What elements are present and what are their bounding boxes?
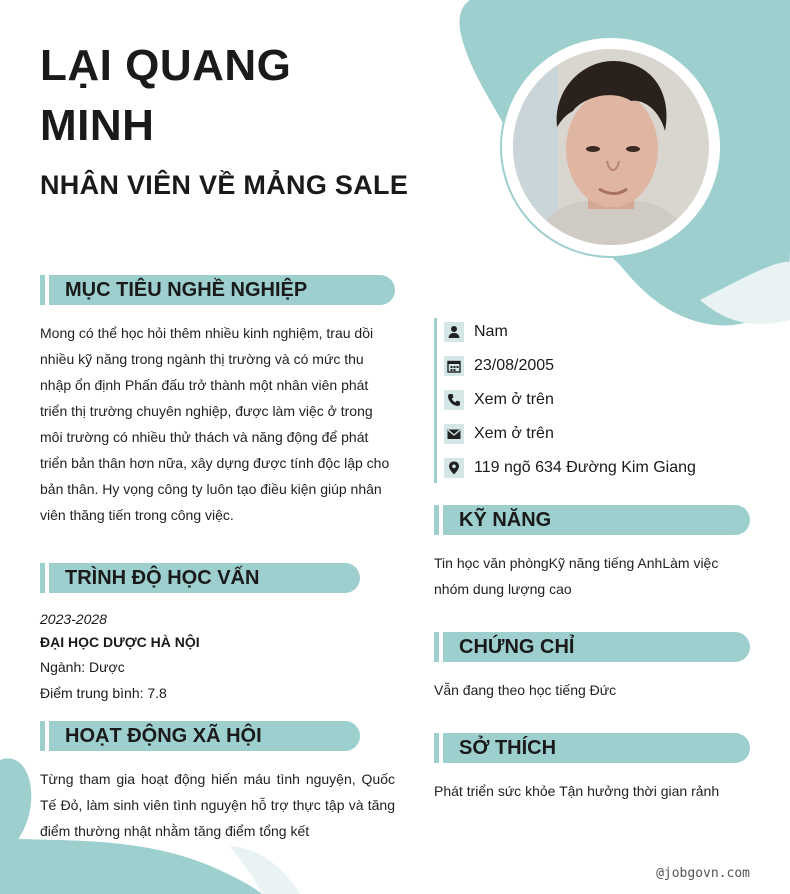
info-value: 119 ngõ 634 Đường Kim Giang xyxy=(474,459,696,476)
section-title: TRÌNH ĐỘ HỌC VẤN xyxy=(65,567,260,589)
footer-watermark: @jobgovn.com xyxy=(656,866,750,881)
info-value: Xem ở trên xyxy=(474,425,554,442)
section-header-activities xyxy=(40,721,360,751)
name-line-2: MINH xyxy=(40,101,155,150)
objective-text: Mong có thể học hỏi thêm nhiều kinh nghiệm, trau dồi nhiều kỹ năng trong ngành thị trường và có mức thu nhập ổn định Phấn đấu trở thành một nhân viên phát triển thị trường chuyên nghiệp, được làm việc ở trong môi trường có nhiều thử thách và năng động để phát triển bản thân hơn nữa, xây dựng được tính độc lập cho bản thân. Hy vọng công ty luôn tạo điều kiện giúp nhân viên thăng tiến trong công việc. xyxy=(40,325,390,523)
location-pin-icon xyxy=(444,458,464,478)
phone-icon xyxy=(444,390,464,410)
calendar-icon xyxy=(444,356,464,376)
person-icon xyxy=(444,322,464,342)
education-school: ĐẠI HỌC DƯỢC HÀ NỘI xyxy=(40,634,200,650)
candidate-name xyxy=(40,36,380,156)
job-title: NHÂN VIÊN VỀ MẢNG SALE xyxy=(40,170,409,200)
section-title: KỸ NĂNG xyxy=(459,509,552,531)
section-header-certificates xyxy=(434,632,750,662)
section-title: CHỨNG CHỈ xyxy=(459,636,575,658)
certificates-text: Vẫn đang theo học tiếng Đức xyxy=(434,682,617,698)
info-value: Xem ở trên xyxy=(474,391,554,408)
info-value: 23/08/2005 xyxy=(474,357,555,374)
hobbies-text: Phát triển sức khỏe Tận hưởng thời gian rảnh xyxy=(434,783,720,799)
info-divider xyxy=(434,318,437,483)
section-title: SỞ THÍCH xyxy=(459,737,557,759)
name-line-1: LẠI QUANG xyxy=(40,41,292,90)
section-header-skills xyxy=(434,505,750,535)
education-gpa: Điểm trung bình: 7.8 xyxy=(40,685,167,701)
info-value: Nam xyxy=(474,323,508,340)
section-title: MỤC TIÊU NGHỀ NGHIỆP xyxy=(65,279,308,301)
activities-text: Từng tham gia hoạt động hiến máu tình nguyện, Quốc Tế Đỏ, làm sinh viên tình nguyện hỗ trợ thực tập và tăng điểm thường nhật nhằm tăng điểm tổng kết xyxy=(40,771,395,839)
section-title: HOẠT ĐỘNG XÃ HỘI xyxy=(65,725,262,747)
email-icon xyxy=(444,424,464,444)
avatar xyxy=(502,38,720,256)
section-header-objective xyxy=(40,275,395,305)
education-years: 2023-2028 xyxy=(40,611,107,627)
skills-text: Tin học văn phòngKỹ năng tiếng AnhLàm việc nhóm dung lượng cao xyxy=(434,555,719,597)
section-header-hobbies xyxy=(434,733,750,763)
section-header-education xyxy=(40,563,360,593)
profile-photo xyxy=(513,49,709,245)
education-major: Ngành: Dược xyxy=(40,659,125,675)
